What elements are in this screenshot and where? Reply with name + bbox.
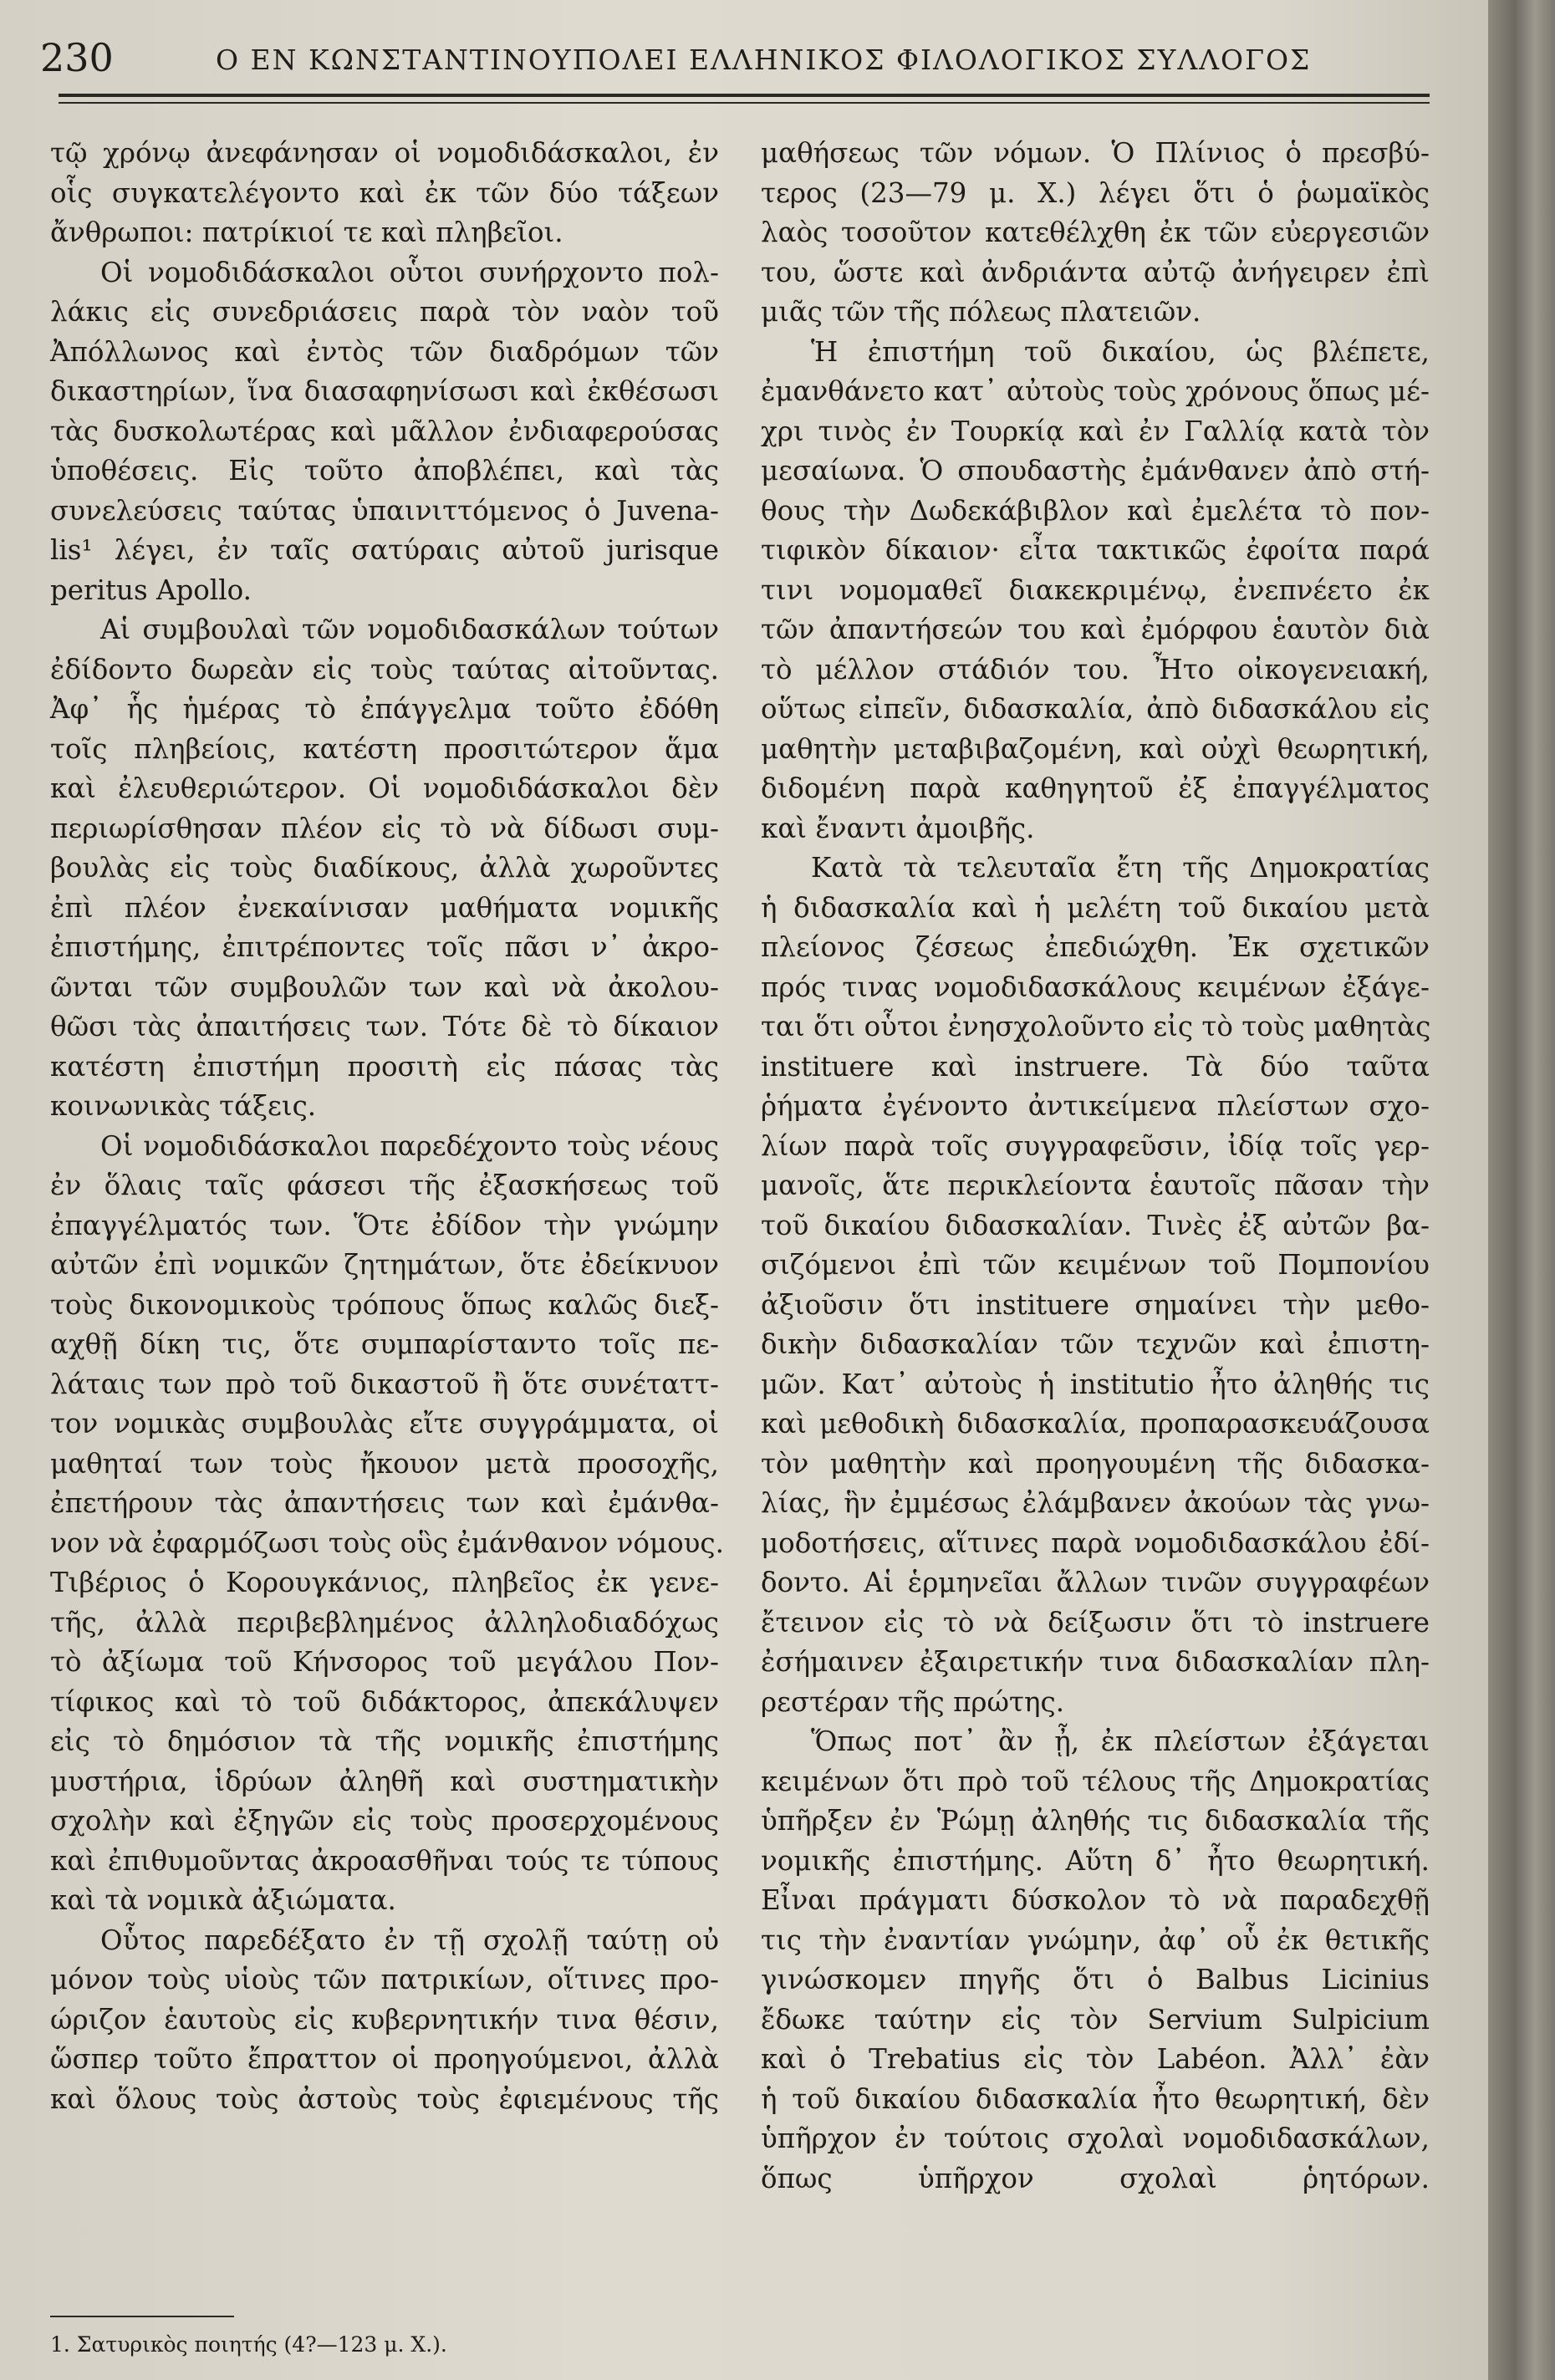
text-line: Οἱ νομοδιδάσκαλοι οὗτοι συνήρχοντο πολ- [100,256,719,288]
text-line: οὕτως εἰπεῖν, διδασκαλία, ἀπὸ διδασκάλου εἰς [761,693,1430,725]
text-line: καὶ ὅλους τοὺς ἀστοὺς τοὺς ἐφιεμένους τῆς [50,2082,719,2115]
text-line: lis¹ λέγει, ἐν ταῖς σατύραις αὐτοῦ jurisque [50,534,719,566]
text-line: τίφικος καὶ τὸ τοῦ διδάκτορος, ἀπεκάλυψεν [50,1685,719,1718]
text-line: θῶσι τὰς ἀπαιτήσεις των. Τότε δὲ τὸ δίκαιον [50,1011,719,1042]
text-line: δικὴν διδασκαλίαν τῶν τεχνῶν καὶ ἐπιστη- [761,1328,1430,1360]
text-line: τὸ ἀξίωμα τοῦ Κήνσορος τοῦ μεγάλου Πον- [50,1646,719,1678]
page-number: 230 [40,35,114,80]
text-line: ται ὅτι οὗτοι ἐνησχολοῦντο εἰς τὸ τοὺς μαθητὰς [761,1011,1431,1042]
text-line: ἐπαγγέλματός των. Ὅτε ἐδίδον τὴν γνώμην [50,1209,719,1241]
left-column [50,134,724,2119]
text-line: περιωρίσθησαν πλέον εἰς τὸ νὰ δίδωσι συμ- [50,812,719,844]
text-line: ρεστέραν τῆς πρώτης. [761,1685,1065,1718]
text-line: ἐν ὅλαις ταῖς φάσεσι τῆς ἐξασκήσεως τοῦ [50,1170,719,1201]
footnote-rule [50,2316,234,2317]
text-line: ὑπῆρχον ἐν τούτοις σχολαὶ νομοδιδασκάλων, [761,2123,1430,2154]
text-line: peritus Apollo. [50,573,252,606]
text-line: ὅπως ὑπῆρχον σχολαὶ ῥητόρων. [761,2162,1430,2194]
text-line: μανοῖς, ἅτε περικλείοντα ἑαυτοῖς πᾶσαν τὴν [761,1170,1430,1201]
text-line: ἐπὶ πλέον ἐνεκαίνισαν μαθήματα νομικῆς [50,891,719,924]
text-line: Κατὰ τὰ τελευταῖα ἔτη τῆς Δημοκρατίας [811,852,1430,884]
text-line: καὶ ἔναντι ἀμοιβῆς. [761,812,1035,844]
text-line: ἐσήμαινεν ἐξαιρετικήν τινα διδασκαλίαν πλη- [761,1646,1430,1678]
text-line: λάκις εἰς συνεδριάσεις παρὰ τὸν ναὸν τοῦ [50,296,719,328]
text-line: μῶν. Κατ᾽ αὐτοὺς ἡ institutio ἦτο ἀληθής τις [761,1368,1430,1400]
header-rule [59,94,1430,97]
text-line: ἡ τοῦ δικαίου διδασκαλία ἦτο θεωρητική, δὲν [761,2082,1430,2115]
text-line: ἔτεινον εἰς τὸ νὰ δείξωσιν ὅτι τὸ instruere [761,1606,1430,1638]
page-header [40,25,1428,84]
text-line: καὶ ὁ Trebatius εἰς τὸν Labéon. Ἀλλ᾽ ἐὰν [761,2043,1430,2075]
text-line: εἰς τὸ δημόσιον τὰ τῆς νομικῆς ἐπιστήμης [50,1725,719,1757]
text-line: νον νὰ ἐφαρμόζωσι τοὺς οὓς ἐμάνθανον νόμους. [50,1526,724,1559]
text-line: τῆς, ἀλλὰ περιβεβλημένος ἀλληλοδιαδόχως [50,1606,719,1638]
text-line: βουλὰς εἰς τοὺς διαδίκους, ἀλλὰ χωροῦντες [50,852,719,884]
text-line: τιφικὸν δίκαιον· εἶτα τακτικῶς ἐφοίτα παρά [761,534,1430,566]
text-line: ὑπῆρξεν ἐν Ῥώμῃ ἀληθής τις διδασκαλία τῆς [761,1805,1430,1837]
text-line: καὶ μεθοδικὴ διδασκαλία, προπαρασκευάζουσα [761,1408,1430,1440]
text-line: κειμένων ὅτι πρὸ τοῦ τέλους τῆς Δημοκρατίας [761,1765,1430,1797]
text-line: Ἀπόλλωνος καὶ ἐντὸς τῶν διαδρόμων τῶν [50,335,719,368]
text-line: οἷς συγκατελέγοντο καὶ ἐκ τῶν δύο τάξεων [50,176,719,209]
text-line: δικαστηρίων, ἵνα διασαφηνίσωσι καὶ ἐκθέσωσι [50,375,719,407]
text-line: instituere καὶ instruere. Τὰ δύο ταῦτα [761,1050,1430,1083]
text-line: τερος (23—79 μ. Χ.) λέγει ὅτι ὁ ῥωμαϊκὸς [761,176,1430,209]
text-line: τὰς δυσκολωτέρας καὶ μᾶλλον ἐνδιαφερούσας [50,415,719,447]
text-line: τῷ χρόνῳ ἀνεφάνησαν οἱ νομοδιδάσκαλοι, ἐν [50,137,719,169]
text-line: τῶν ἀπαντήσεών του καὶ ἐμόρφου ἑαυτὸν διὰ [761,614,1430,645]
text-line: ῶνται τῶν συμβουλῶν των καὶ νὰ ἀκολου- [50,971,719,1003]
text-line: ἐδίδοντο δωρεὰν εἰς τοὺς ταύτας αἰτοῦντας. [50,653,719,685]
text-line: πρός τινας νομοδιδασκάλους κειμένων ἐξάγε- [761,971,1430,1003]
text-line: Αἱ συμβουλαὶ τῶν νομοδιδασκάλων τούτων [100,614,719,645]
text-line: καὶ ἐπιθυμοῦντας ἀκροασθῆναι τούς τε τύπους [50,1844,719,1877]
text-line: πλείονος ζέσεως ἐπεδιώχθη. Ἐκ σχετικῶν [761,931,1430,963]
text-line: μαθητὴν μεταβιβαζομένη, καὶ οὐχὶ θεωρητική, [761,732,1430,765]
text-line: χρι τινὸς ἐν Τουρκίᾳ καὶ ἐν Γαλλίᾳ κατὰ τὸν [761,415,1430,447]
text-line: ώριζον ἑαυτοὺς εἰς κυβερνητικήν τινα θέσιν, [50,2003,719,2036]
text-line: ὥσπερ τοῦτο ἔπραττον οἱ προηγούμενοι, ἀλλὰ [50,2043,719,2075]
text-line: τινι νομομαθεῖ διακεκριμένῳ, ἐνεπνέετο ἐκ [761,573,1430,606]
text-line: ῥήματα ἐγένοντο ἀντικείμενα πλείστων σχο- [761,1090,1430,1122]
text-line: συνελεύσεις ταύτας ὑπαινιττόμενος ὁ Juvena- [50,494,719,527]
text-line: τὸν μαθητὴν καὶ προηγουμένη τῆς διδασκα- [761,1447,1430,1480]
text-line: αχθῇ δίκη τις, ὅτε συμπαρίσταντο τοῖς πε- [50,1328,719,1360]
text-line: τον νομικὰς συμβουλὰς εἴτε συγγράμματα, οἱ [50,1408,719,1440]
text-line: ἄνθρωποι: πατρίκιοί τε καὶ πληβεῖοι. [50,217,563,248]
text-line: Ὅπως ποτ᾽ ἂν ᾖ, ἐκ πλείστων ἐξάγεται [811,1725,1430,1757]
text-line: τοὺς δικονομικοὺς τρόπους ὅπως καλῶς διεξ- [50,1288,719,1321]
text-line: μόνον τοὺς υἱοὺς τῶν πατρικίων, οἵτινες προ- [50,1964,719,1995]
text-line: σχολὴν καὶ ἐξηγῶν εἰς τοὺς προσερχομένους [50,1805,719,1837]
text-line: τὸ μέλλον στάδιόν του. Ἦτο οἰκογενειακή, [761,653,1430,685]
text-line: μιᾶς τῶν τῆς πόλεως πλατειῶν. [761,296,1201,328]
text-line: ἔδωκε ταύτην εἰς τὸν Servium Sulpicium [761,2003,1430,2036]
text-line: Τιβέριος ὁ Κορουγκάνιος, πληβεῖος ἐκ γενε- [50,1567,719,1598]
text-line: δοντο. Αἱ ἑρμηνεῖαι ἄλλων τινῶν συγγραφέων [761,1567,1430,1598]
text-line: αὐτῶν ἐπὶ νομικῶν ζητημάτων, ὅτε ἐδείκνυον [50,1249,719,1281]
text-line: Ἡ ἐπιστήμη τοῦ δικαίου, ὡς βλέπετε, [811,335,1430,368]
text-line: θους τὴν Δωδεκάβιβλον καὶ ἐμελέτα τὸ πον- [761,494,1430,527]
text-line: ὑποθέσεις. Εἰς τοῦτο ἀποβλέπει, καὶ τὰς [50,455,719,487]
text-line: ἐπετήρουν τὰς ἀπαντήσεις των καὶ ἐμάνθα- [50,1487,719,1519]
page-binding-edge [1488,0,1555,2380]
text-line: Οὗτος παρεδέξατο ἐν τῇ σχολῇ ταύτῃ οὐ [100,1924,719,1956]
text-line: Εἶναι πράγματι δύσκολον τὸ νὰ παραδεχθῇ [761,1884,1430,1916]
right-column [761,134,1430,2199]
text-line: μυστήρια, ἱδρύων ἀληθῆ καὶ συστηματικὴν [50,1765,719,1797]
text-line: λίων παρὰ τοῖς συγγραφεῦσιν, ἰδίᾳ τοῖς γερ- [761,1129,1430,1162]
text-line: ἐμανθάνετο κατ᾽ αὐτοὺς τοὺς χρόνους ὅπως μέ- [761,375,1430,407]
text-line: μεσαίωνα. Ὁ σπουδαστὴς ἐμάνθανεν ἀπὸ στή- [761,455,1430,487]
text-line: κατέστη ἐπιστήμη προσιτὴ εἰς πάσας τὰς [50,1050,719,1083]
text-line: διδομένη παρὰ καθηγητοῦ ἐξ ἐπαγγέλματος [761,772,1430,804]
text-line: μοδοτήσεις, αἵτινες παρὰ νομοδιδασκάλου ἐδί- [761,1526,1430,1559]
text-line: τοῦ δικαίου διδασκαλίαν. Τινὲς ἐξ αὐτῶν βα- [761,1209,1430,1241]
text-line: σιζόμενοι ἐπὶ τῶν κειμένων τοῦ Πομπονίου [761,1249,1430,1281]
text-line: Ἀφ᾽ ἧς ἡμέρας τὸ ἐπάγγελμα τοῦτο ἐδόθη [50,693,719,725]
text-line: μαθηταί των τοὺς ἤκουον μετὰ προσοχῆς, [50,1447,719,1480]
text-line: καὶ ἐλευθεριώτερον. Οἱ νομοδιδάσκαλοι δὲν [50,772,719,804]
footnote: 1. Σατυρικὸς ποιητής (4?—123 μ. Χ.). [50,2332,447,2357]
text-line: τοῖς πληβείοις, κατέστη προσιτώτερον ἅμα [50,732,719,765]
text-line: λαὸς τοσοῦτον κατεθέλχθη ἐκ τῶν εὐεργεσιῶν [761,217,1430,248]
text-line: λίας, ἣν ἐμμέσως ἐλάμβανεν ἀκούων τὰς γνω- [761,1487,1430,1519]
text-line: ἀξιοῦσιν ὅτι instituere σημαίνει τὴν μεθο- [761,1288,1430,1321]
text-line: καὶ τὰ νομικὰ ἀξιώματα. [50,1884,396,1916]
text-line: τις τὴν ἐναντίαν γνώμην, ἀφ᾽ οὗ ἐκ θετικῆς [761,1924,1430,1956]
text-line: νομικῆς ἐπιστήμης. Αὕτη δ᾽ ἦτο θεωρητική. [761,1844,1430,1877]
text-line: λάταις των πρὸ τοῦ δικαστοῦ ἢ ὅτε συνέταττ- [50,1368,719,1400]
text-line: του, ὥστε καὶ ἀνδριάντα αὐτῷ ἀνήγειρεν ἐπὶ [761,256,1430,288]
text-line: ἐπιστήμης, ἐπιτρέποντες τοῖς πᾶσι ν᾽ ἀκρο- [50,931,719,963]
text-line: Οἱ νομοδιδάσκαλοι παρεδέχοντο τοὺς νέους [100,1129,719,1162]
running-title: Ο ΕΝ ΚΩΝΣΤΑΝΤΙΝΟΥΠΟΛΕΙ ΕΛΛΗΝΙΚΟΣ ΦΙΛΟΛΟΓΙΚΟΣ ΣΥΛΛΟΓΟΣ [216,43,1312,76]
text-line: γινώσκομεν πηγῆς ὅτι ὁ Balbus Licinius [761,1964,1430,1995]
text-line: μαθήσεως τῶν νόμων. Ὁ Πλίνιος ὁ πρεσβύ- [761,137,1430,169]
text-line: κοινωνικὰς τάξεις. [50,1090,317,1122]
text-line: ἡ διδασκαλία καὶ ἡ μελέτη τοῦ δικαίου μετὰ [761,891,1430,924]
header-rule-thin [59,102,1430,104]
